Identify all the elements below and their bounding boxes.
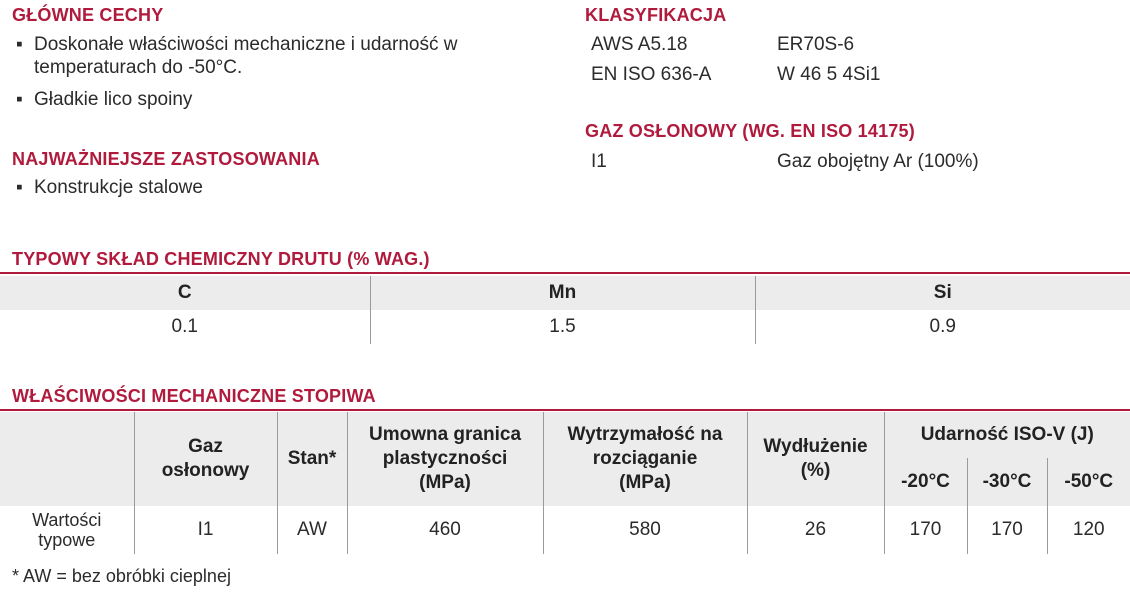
classification-title: KLASYFIKACJA — [585, 5, 727, 25]
header-line: rozciąganie — [592, 448, 698, 469]
classification-standard: EN ISO 636-A — [591, 64, 712, 85]
header-line: (%) — [800, 460, 831, 481]
table-cell: I1 — [134, 506, 277, 554]
header-line: Gaz — [188, 436, 223, 457]
header-line: Wytrzymałość na — [567, 424, 723, 445]
shielding-gas-code: I1 — [591, 151, 607, 172]
table-cell: 0.9 — [929, 316, 956, 337]
column-header-temp: -20°C — [884, 458, 967, 506]
column-header-gas — [134, 412, 277, 506]
column-header-state: Stan* — [277, 412, 347, 506]
bullet-icon: ▪ — [16, 34, 23, 55]
shielding-gas-title: GAZ OSŁONOWY (WG. EN ISO 14175) — [585, 121, 915, 141]
section-divider — [0, 409, 1130, 411]
column-header-impact: Udarność ISO-V (J) — [884, 412, 1130, 458]
table-cell: 580 — [543, 506, 747, 554]
row-label-line: Wartości — [32, 510, 102, 530]
main-features-title: GŁÓWNE CECHY — [12, 5, 164, 25]
table-cell: 1.5 — [370, 310, 755, 344]
column-header: Mn — [370, 276, 755, 310]
column-header: C — [0, 276, 370, 310]
row-label-line: typowe — [38, 530, 96, 550]
list-item — [16, 88, 536, 111]
chemistry-title: TYPOWY SKŁAD CHEMICZNY DRUTU (% WAG.) — [12, 249, 430, 269]
table-header-row — [0, 412, 1130, 458]
chemistry-table — [0, 276, 1130, 344]
list-item — [16, 33, 536, 79]
table-cell: 120 — [1072, 519, 1105, 540]
table-row — [0, 310, 1130, 344]
feature-text: Gładkie lico spoiny — [34, 89, 193, 110]
table-cell: 170 — [967, 506, 1047, 554]
feature-text: Doskonałe właściwości mechaniczne i udarność w temperaturach do -50°C. — [34, 34, 458, 78]
bullet-icon: ▪ — [16, 177, 23, 198]
table-cell: 170 — [884, 506, 967, 554]
column-header-tensile — [543, 412, 747, 506]
table-cell: 0.1 — [0, 310, 370, 344]
table-row — [0, 506, 1130, 554]
shielding-gas-value: Gaz obojętny Ar (100%) — [777, 151, 979, 172]
mechanical-title: WŁAŚCIWOŚCI MECHANICZNE STOPIWA — [12, 386, 376, 406]
column-header-elongation — [747, 412, 884, 506]
application-text: Konstrukcje stalowe — [34, 177, 203, 198]
header-line: (MPa) — [619, 472, 671, 493]
table-cell: 460 — [347, 506, 543, 554]
classification-value: W 46 5 4Si1 — [777, 64, 881, 85]
classification-value: ER70S-6 — [777, 34, 855, 55]
column-header: Si — [755, 276, 1130, 310]
header-line: Wydłużenie — [763, 436, 868, 457]
column-header-temp: -30°C — [967, 458, 1047, 506]
table-cell: 26 — [747, 506, 884, 554]
table-cell: AW — [277, 506, 347, 554]
header-line: plastyczności — [382, 448, 508, 469]
bullet-icon: ▪ — [16, 89, 23, 110]
header-line: (MPa) — [419, 472, 471, 493]
footnote: * AW = bez obróbki cieplnej — [12, 566, 231, 586]
column-header-temp: -50°C — [1047, 458, 1130, 506]
table-header-row — [0, 276, 1130, 310]
list-item — [16, 176, 536, 199]
applications-title: NAJWAŻNIEJSZE ZASTOSOWANIA — [12, 149, 320, 169]
header-line: osłonowy — [161, 460, 250, 481]
mechanical-table — [0, 412, 1130, 554]
classification-standard: AWS A5.18 — [591, 34, 688, 55]
row-label — [0, 506, 134, 554]
column-header-yield — [347, 412, 543, 506]
header-line: Umowna granica — [368, 424, 522, 445]
column-header-empty — [0, 412, 134, 506]
section-divider — [0, 272, 1130, 274]
